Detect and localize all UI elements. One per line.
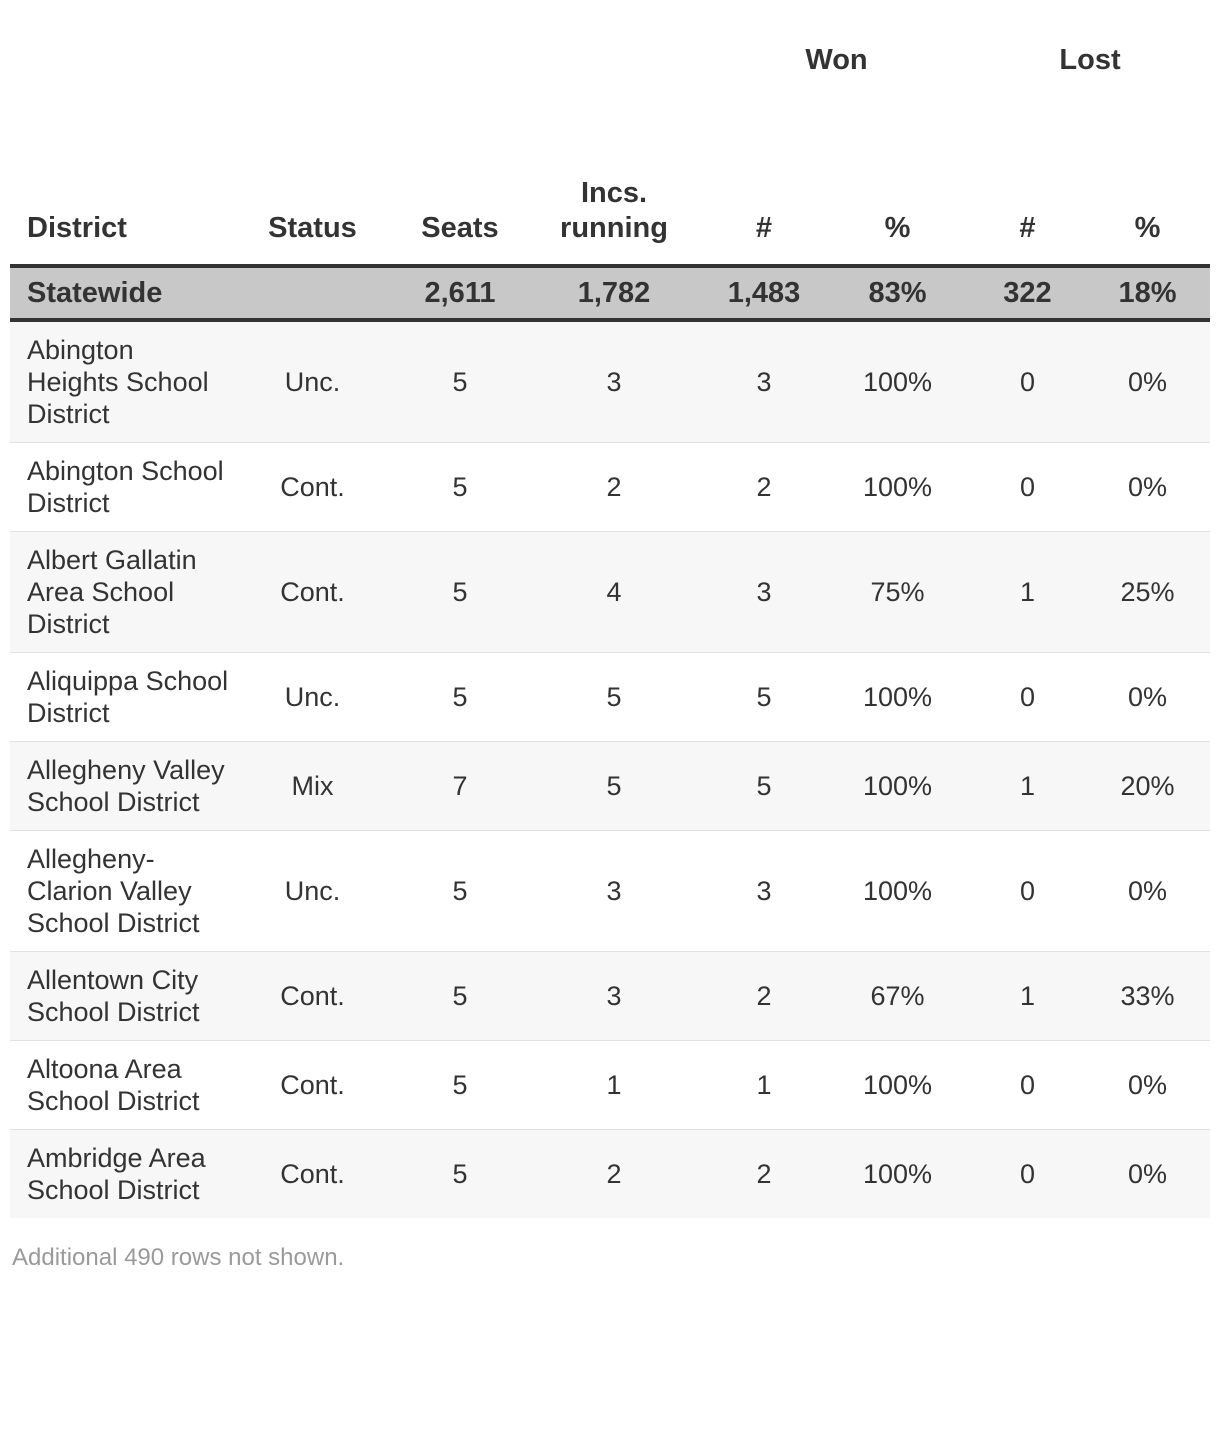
col-header-lost-percent: %	[1134, 212, 1161, 244]
cell-won-count: 2	[703, 443, 825, 532]
col-header-district: District	[27, 212, 127, 244]
cell-district: Abington School District	[10, 443, 230, 532]
statewide-incs-running: 1,782	[525, 266, 703, 320]
col-header-lost-count: #	[1019, 212, 1036, 244]
cell-lost-count: 0	[970, 320, 1085, 443]
cell-won-percent: 100%	[825, 1130, 970, 1219]
cell-district: Ambridge Area School District	[10, 1130, 230, 1219]
table-row	[10, 443, 1210, 532]
cell-incs-running: 3	[525, 952, 703, 1041]
cell-incs-running: 3	[525, 831, 703, 952]
cell-seats: 5	[395, 952, 525, 1041]
cell-won-count: 5	[703, 653, 825, 742]
cell-district: Altoona Area School District	[10, 1041, 230, 1130]
cell-lost-percent: 0%	[1085, 1041, 1210, 1130]
cell-won-percent: 100%	[825, 443, 970, 532]
cell-lost-count: 0	[970, 443, 1085, 532]
district-rows	[10, 320, 1210, 1218]
cell-status: Unc.	[230, 831, 395, 952]
cell-seats: 5	[395, 1130, 525, 1219]
cell-won-percent: 100%	[825, 320, 970, 443]
cell-seats: 5	[395, 831, 525, 952]
cell-district: Allegheny-Clarion Valley School District	[10, 831, 230, 952]
cell-status: Unc.	[230, 320, 395, 443]
cell-won-percent: 75%	[825, 532, 970, 653]
cell-status: Mix	[230, 742, 395, 831]
cell-district: Allentown City School District	[10, 952, 230, 1041]
cell-seats: 5	[395, 653, 525, 742]
cell-seats: 5	[395, 320, 525, 443]
cell-won-percent: 100%	[825, 653, 970, 742]
cell-incs-running: 5	[525, 653, 703, 742]
table-row	[10, 1041, 1210, 1130]
cell-seats: 5	[395, 532, 525, 653]
cell-lost-count: 0	[970, 1041, 1085, 1130]
cell-lost-percent: 0%	[1085, 320, 1210, 443]
table-row	[10, 320, 1210, 443]
cell-seats: 5	[395, 443, 525, 532]
cell-won-percent: 100%	[825, 1041, 970, 1130]
rows-not-shown-note: Additional 490 rows not shown.	[12, 1244, 345, 1271]
cell-won-count: 3	[703, 320, 825, 443]
table-row	[10, 1130, 1210, 1219]
cell-lost-count: 1	[970, 952, 1085, 1041]
cell-incs-running: 4	[525, 532, 703, 653]
cell-lost-percent: 0%	[1085, 831, 1210, 952]
cell-district: Albert Gallatin Area School District	[10, 532, 230, 653]
table-row	[10, 653, 1210, 742]
table-row	[10, 831, 1210, 952]
cell-lost-percent: 0%	[1085, 443, 1210, 532]
cell-won-count: 5	[703, 742, 825, 831]
cell-lost-count: 0	[970, 831, 1085, 952]
cell-won-count: 2	[703, 1130, 825, 1219]
cell-status: Cont.	[230, 1130, 395, 1219]
cell-lost-percent: 20%	[1085, 742, 1210, 831]
col-header-seats: Seats	[421, 212, 499, 244]
cell-district: Abington Heights School District	[10, 320, 230, 443]
cell-lost-percent: 25%	[1085, 532, 1210, 653]
cell-district: Aliquippa School District	[10, 653, 230, 742]
cell-incs-running: 3	[525, 320, 703, 443]
table-row	[10, 532, 1210, 653]
cell-status: Cont.	[230, 532, 395, 653]
statewide-status	[230, 266, 395, 320]
cell-district: Allegheny Valley School District	[10, 742, 230, 831]
table-header	[10, 0, 1210, 266]
col-header-won-count: #	[755, 212, 773, 244]
cell-won-percent: 100%	[825, 742, 970, 831]
cell-seats: 5	[395, 1041, 525, 1130]
table-row	[10, 742, 1210, 831]
cell-status: Unc.	[230, 653, 395, 742]
cell-lost-count: 0	[970, 1130, 1085, 1219]
cell-lost-percent: 0%	[1085, 653, 1210, 742]
cell-won-percent: 67%	[825, 952, 970, 1041]
results-table-container	[10, 0, 1210, 1272]
col-header-status: Status	[268, 212, 357, 244]
statewide-lost-percent: 18%	[1085, 266, 1210, 320]
statewide-won-percent: 83%	[825, 266, 970, 320]
cell-won-percent: 100%	[825, 831, 970, 952]
cell-won-count: 3	[703, 532, 825, 653]
cell-won-count: 3	[703, 831, 825, 952]
statewide-district: Statewide	[10, 266, 230, 320]
cell-lost-count: 1	[970, 742, 1085, 831]
cell-lost-percent: 33%	[1085, 952, 1210, 1041]
cell-status: Cont.	[230, 443, 395, 532]
cell-status: Cont.	[230, 952, 395, 1041]
statewide-won-count: 1,483	[703, 266, 825, 320]
cell-won-count: 1	[703, 1041, 825, 1130]
statewide-body	[10, 266, 1210, 320]
statewide-row	[10, 266, 1210, 320]
column-header-row	[10, 154, 1210, 266]
cell-lost-percent: 0%	[1085, 1130, 1210, 1219]
results-table	[10, 0, 1210, 1218]
cell-status: Cont.	[230, 1041, 395, 1130]
statewide-seats: 2,611	[395, 266, 525, 320]
statewide-lost-count: 322	[970, 266, 1085, 320]
lost-group-header: Lost	[1059, 44, 1121, 76]
cell-incs-running: 1	[525, 1041, 703, 1130]
cell-seats: 7	[395, 742, 525, 831]
cell-incs-running: 2	[525, 443, 703, 532]
won-group-header: Won	[805, 44, 868, 76]
col-header-won-percent: %	[884, 212, 911, 244]
cell-lost-count: 1	[970, 532, 1085, 653]
cell-won-count: 2	[703, 952, 825, 1041]
cell-incs-running: 2	[525, 1130, 703, 1219]
cell-incs-running: 5	[525, 742, 703, 831]
cell-lost-count: 0	[970, 653, 1085, 742]
col-header-incs-running: Incs. running	[560, 177, 668, 244]
table-row	[10, 952, 1210, 1041]
group-header-row	[10, 0, 1210, 154]
